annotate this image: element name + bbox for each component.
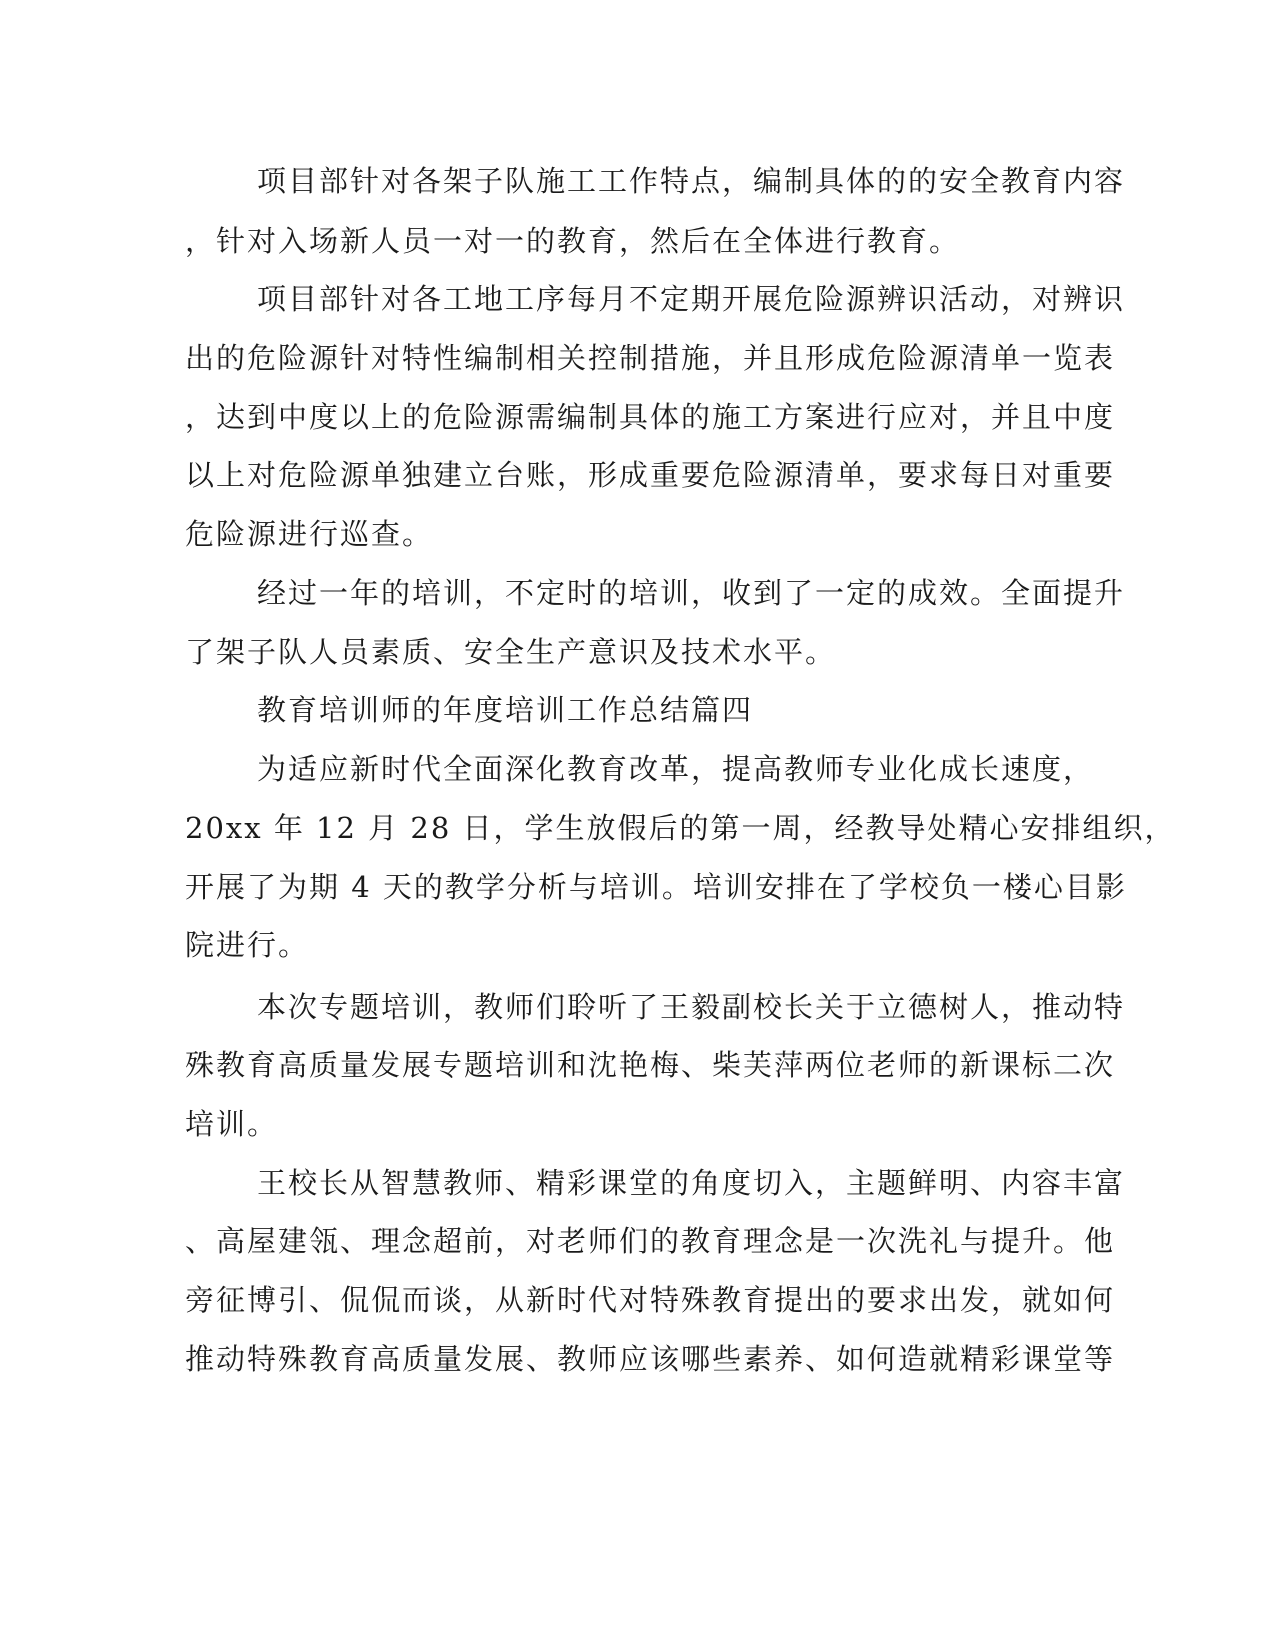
- text-line: 旁征博引、侃侃而谈，从新时代对特殊教育提出的要求出发，就如何: [185, 1283, 1116, 1317]
- text-line: 、高屋建瓴、理念超前，对老师们的教育理念是一次洗礼与提升。他: [185, 1224, 1116, 1258]
- text-line: 20xx 年 12 月 28 日，学生放假后的第一周，经教导处精心安排组织，: [185, 811, 1176, 845]
- text-line: 开展了为期 4 天的教学分析与培训。培训安排在了学校负一楼心目影: [185, 870, 1127, 904]
- text-line: 出的危险源针对特性编制相关控制措施，并且形成危险源清单一览表: [185, 341, 1116, 375]
- text-line: 王校长从智慧教师、精彩课堂的角度切入，主题鲜明、内容丰富: [257, 1166, 1126, 1200]
- text-line: 项目部针对各架子队施工工作特点，编制具体的的安全教育内容: [257, 164, 1126, 198]
- text-line: 为适应新时代全面深化教育改革，提高教师专业化成长速度，: [257, 752, 1095, 786]
- text-line: ，达到中度以上的危险源需编制具体的施工方案进行应对，并且中度: [185, 400, 1116, 434]
- text-line: 以上对危险源单独建立台账，形成重要危险源清单，要求每日对重要: [185, 458, 1116, 492]
- text-line: 本次专题培训，教师们聆听了王毅副校长关于立德树人，推动特: [257, 990, 1126, 1024]
- text-line: 推动特殊教育高质量发展、教师应该哪些素养、如何造就精彩课堂等: [185, 1342, 1116, 1376]
- text-line: 了架子队人员素质、安全生产意识及技术水平。: [185, 635, 837, 669]
- text-line: 经过一年的培训，不定时的培训，收到了一定的成效。全面提升: [257, 576, 1126, 610]
- text-line: 项目部针对各工地工序每月不定期开展危险源辨识活动，对辨识: [257, 282, 1126, 316]
- text-line: 殊教育高质量发展专题培训和沈艳梅、柴芙萍两位老师的新课标二次: [185, 1048, 1116, 1082]
- text-line: ，针对入场新人员一对一的教育，然后在全体进行教育。: [185, 224, 961, 258]
- section-heading: 教育培训师的年度培训工作总结篇四: [257, 693, 754, 727]
- text-line: 院进行。: [185, 928, 310, 962]
- text-line: 培训。: [185, 1107, 279, 1141]
- text-line: 危险源进行巡查。: [185, 517, 434, 551]
